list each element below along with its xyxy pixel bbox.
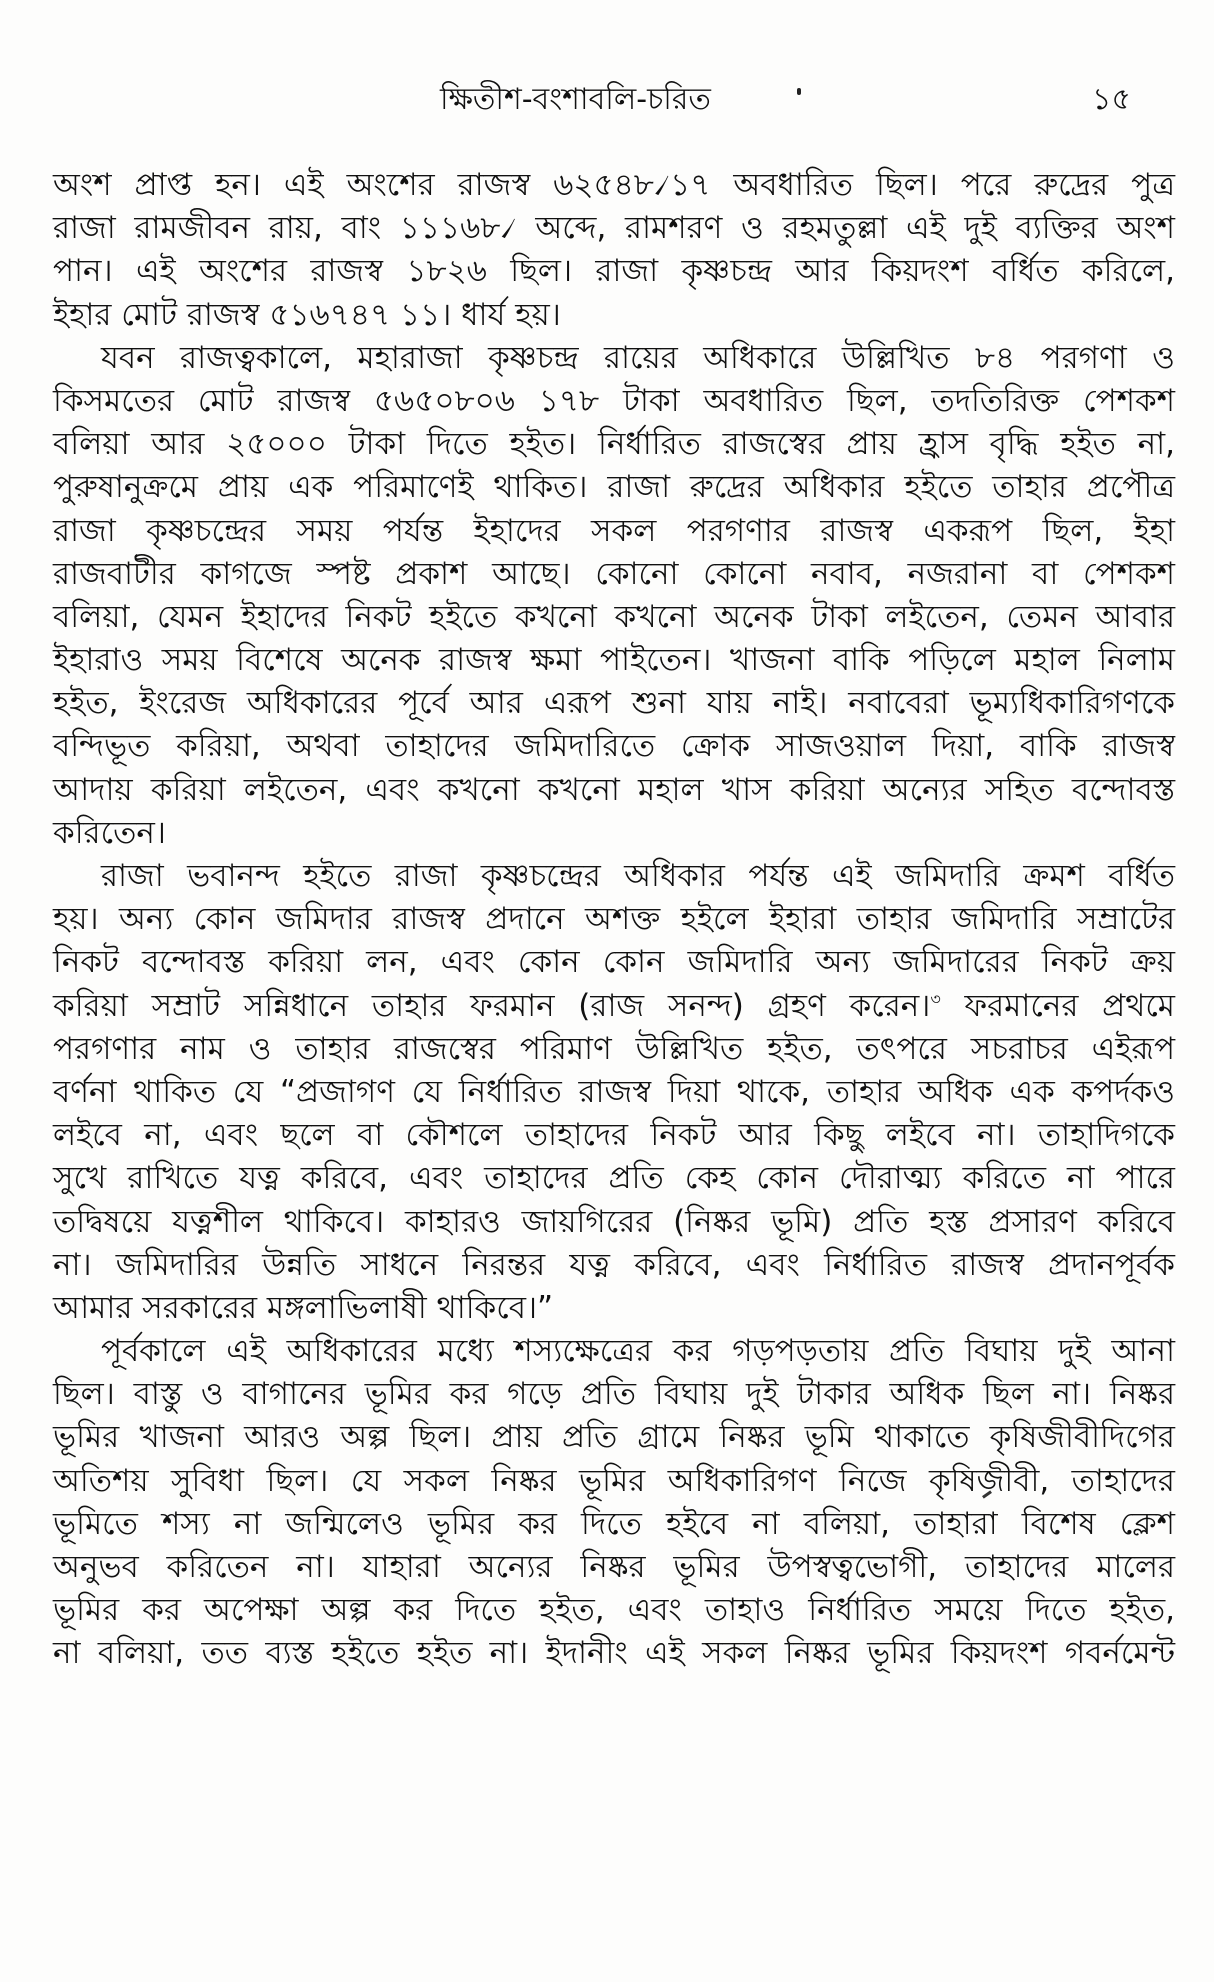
text-line: অংশ প্রাপ্ত হন। এই অংশের রাজস্ব ৬২৫৪৮৴১৭ অবধারিত ছিল। পরে রুদ্রের পুত্র <box>53 167 1175 203</box>
print-speck <box>797 88 801 95</box>
paragraph-start-line: যবন রাজত্বকালে, মহারাজা কৃষ্ণচন্দ্র রায়ের অধিকারে উল্লিখিত ৮৪ পরগণা ও <box>101 339 1175 376</box>
text-line: ভূমিতে শস্য না জন্মিলেও ভূমির কর দিতে হইবে না বলিয়া, তাহারা বিশেষ ক্লেশ <box>53 1505 1175 1542</box>
text-line: হয়। অন্য কোন জমিদার রাজস্ব প্রদানে অশক্ত হইলে ইহারা তাহার জমিদারি সম্রাটের <box>53 901 1175 938</box>
text-line: আদায় করিয়া লইতেন, এবং কখনো কখনো মহাল খাস করিয়া অন্যের সহিত বন্দোবস্ত <box>53 771 1175 808</box>
text-line: বলিয়া, যেমন ইহাদের নিকট হইতে কখনো কখনো অনেক টাকা লইতেন, তেমন আবার <box>53 598 1175 635</box>
text-line: করিতেন। <box>53 814 166 851</box>
text-line: সুখে রাখিতে যত্ন করিবে, এবং তাহাদের প্রতি কেহ কোন দৌরাত্ম্য করিতে না পারে <box>53 1160 1175 1197</box>
text-line: না। জমিদারির উন্নতি সাধনে নিরন্তর যত্ন করিবে, এবং নির্ধারিত রাজস্ব প্রদানপূর্বক <box>53 1246 1175 1283</box>
text-line: তদ্বিষয়ে যত্নশীল থাকিবে। কাহারও জায়গিরের (নিষ্কর ভূমি) প্রতি হস্ত প্রসারণ করিবে <box>53 1203 1175 1240</box>
footnote-marker[interactable]: ৩ <box>930 989 941 1009</box>
text-line-with-footnote <box>53 985 1175 1028</box>
running-head <box>0 78 1214 122</box>
text-line: ইহার মোট রাজস্ব ৫১৬৭৪৭ ১১। ধার্য হয়। <box>53 296 561 333</box>
text-line: ছিল। বাস্তু ও বাগানের ভূমির কর গড়ে প্রতি বিঘায় দুই টাকার অধিক ছিল না। নিষ্কর <box>53 1376 1175 1413</box>
text-line: ভূমির খাজনা আরও অল্প ছিল। প্রায় প্রতি গ্রামে নিষ্কর ভূমি থাকাতে কৃষিজীবীদিগের <box>53 1419 1175 1456</box>
text-segment: করিয়া সম্রাট সন্নিধানে তাহার ফরমান (রাজ সনন্দ) গ্রহণ করেন। <box>53 987 931 1024</box>
text-line: আমার সরকারের মঙ্গলাভিলাষী থাকিবে।” <box>53 1289 554 1326</box>
text-line: পান। এই অংশের রাজস্ব ১৮২৬ ছিল। রাজা কৃষ্ণচন্দ্র আর কিয়দংশ বর্ধিত করিলে, <box>53 253 1175 290</box>
text-line: রাজা রামজীবন রায়, বাং ১১১৬৮৴ অব্দে, রামশরণ ও রহমতুল্লা এই দুই ব্যক্তির অংশ <box>53 210 1175 247</box>
body-text <box>53 164 1175 1676</box>
text-line: পুরুষানুক্রমে প্রায় এক পরিমাণেই থাকিত। রাজা রুদ্রের অধিকার হইতে তাহার প্রপৌত্র <box>53 469 1175 506</box>
text-line: বর্ণনা থাকিত যে “প্রজাগণ যে নির্ধারিত রাজস্ব দিয়া থাকে, তাহার অধিক এক কপর্দকও <box>53 1073 1175 1110</box>
text-line: লইবে না, এবং ছলে বা কৌশলে তাহাদের নিকট আর কিছু লইবে না। তাহাদিগকে <box>53 1117 1175 1154</box>
text-line: বলিয়া আর ২৫০০০ টাকা দিতে হইত। নির্ধারিত রাজস্বের প্রায় হ্রাস বৃদ্ধি হইত না, <box>53 426 1175 463</box>
text-line: রাজা কৃষ্ণচন্দ্রের সময় পর্যন্ত ইহাদের সকল পরগণার রাজস্ব একরূপ ছিল, ইহা <box>53 512 1175 549</box>
text-line: নিকট বন্দোবস্ত করিয়া লন, এবং কোন কোন জমিদারি অন্য জমিদারের নিকট ক্রয় <box>53 944 1175 981</box>
paragraph-start-line: পূর্বকালে এই অধিকারের মধ্যে শস্যক্ষেত্রের কর গড়পড়তায় প্রতি বিঘায় দুই আনা <box>101 1333 1175 1370</box>
text-line: হইত, ইংরেজ অধিকারের পূর্বে আর এরূপ শুনা যায় নাই। নবাবেরা ভূম্যধিকারিগণকে <box>53 685 1175 722</box>
text-line: অতিশয় সুবিধা ছিল। যে সকল নিষ্কর ভূমির অধিকারিগণ নিজে কৃষিজীবী, তাহাদের <box>53 1462 1175 1499</box>
text-line: ভূমির কর অপেক্ষা অল্প কর দিতে হইত, এবং তাহাও নির্ধারিত সময়ে দিতে হইত, <box>53 1592 1175 1629</box>
text-line: বন্দিভূত করিয়া, অথবা তাহাদের জমিদারিতে ক্রোক সাজওয়াল দিয়া, বাকি রাজস্ব <box>53 728 1175 765</box>
text-line: পরগণার নাম ও তাহার রাজস্বের পরিমাণ উল্লিখিত হইত, তৎপরে সচরাচর এইরূপ <box>53 1030 1175 1067</box>
page-number: ১৫ <box>1092 82 1131 117</box>
text-segment: ফরমানের প্রথমে <box>940 987 1176 1024</box>
running-title: ক্ষিতীশ-বংশাবলি-চরিত <box>440 82 711 117</box>
text-line: কিসমতের মোট রাজস্ব ৫৬৫০৮০৬ ১৭৮ টাকা অবধারিত ছিল, তদতিরিক্ত পেশকশ <box>53 382 1175 419</box>
text-line: ইহারাও সময় বিশেষে অনেক রাজস্ব ক্ষমা পাইতেন। খাজনা বাকি পড়িলে মহাল নিলাম <box>53 642 1175 679</box>
paragraph-start-line: রাজা ভবানন্দ হইতে রাজা কৃষ্ণচন্দ্রের অধিকার পর্যন্ত এই জমিদারি ক্রমশ বর্ধিত <box>101 858 1175 894</box>
text-line: অনুভব করিতেন না। যাহারা অন্যের নিষ্কর ভূমির উপস্বত্বভোগী, তাহাদের মালের <box>53 1549 1175 1585</box>
text-line: রাজবাটীর কাগজে স্পষ্ট প্রকাশ আছে। কোনো কোনো নবাব, নজরানা বা পেশকশ <box>53 555 1175 592</box>
text-line: না বলিয়া, তত ব্যস্ত হইতে হইত না। ইদানীং এই সকল নিষ্কর ভূমির কিয়দংশ গবর্নমেন্ট <box>53 1635 1175 1672</box>
